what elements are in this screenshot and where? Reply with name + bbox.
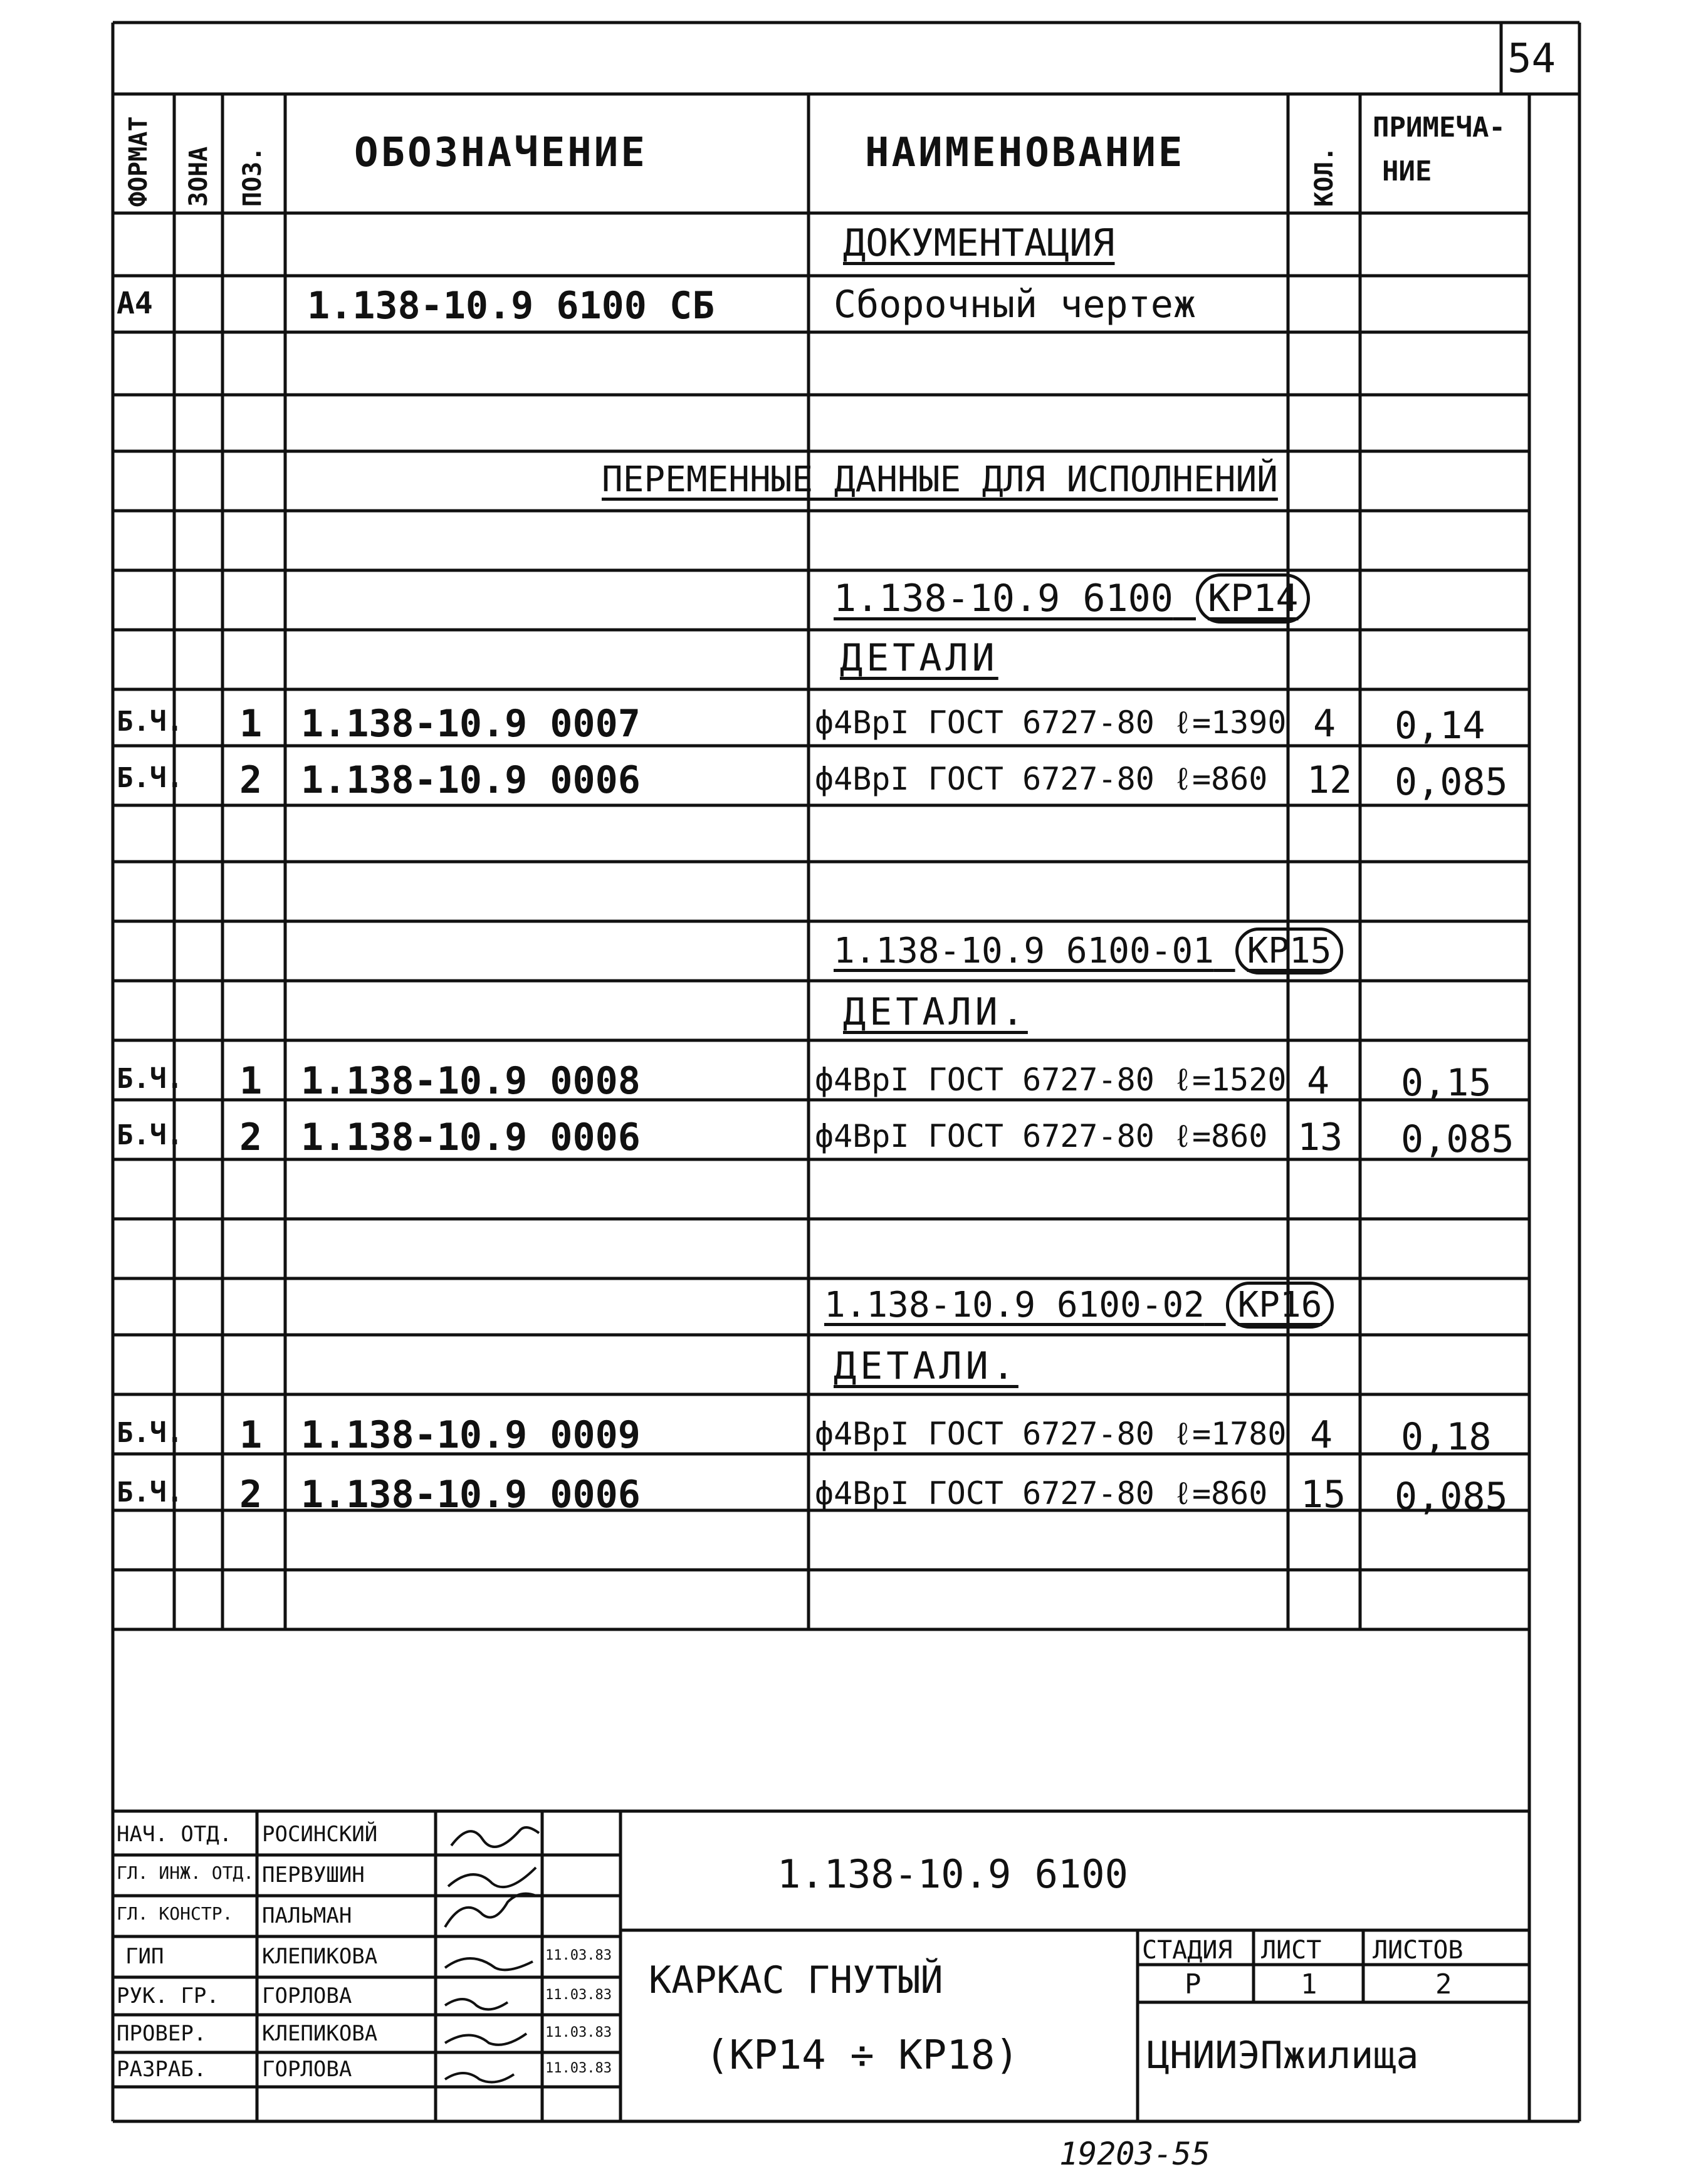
v3-row2-qty: 15: [1301, 1473, 1346, 1517]
v1-row2-pos: 2: [239, 758, 263, 802]
signature-scribble-2: [448, 1868, 536, 1887]
doc-code: 1.138-10.9 6100: [777, 1851, 1128, 1897]
v1-row2-qty: 12: [1307, 758, 1353, 802]
sig-role-3: ГЛ. КОНСТР.: [117, 1903, 233, 1924]
header-format: ФОРМАТ: [124, 116, 153, 207]
variant-1-title: 1.138-10.9 6100 КР14: [834, 580, 1310, 617]
signature-scribble-3: [445, 1894, 536, 1927]
v1-row1-note: 0,14: [1395, 704, 1485, 748]
v3-row1-name: ф4ВрI ГОСТ 6727-80 ℓ=1780: [815, 1416, 1287, 1452]
v1-row2-name: ф4ВрI ГОСТ 6727-80 ℓ=860: [815, 761, 1268, 797]
v2-row2-name: ф4ВрI ГОСТ 6727-80 ℓ=860: [815, 1118, 1268, 1154]
sig-name-4: КЛЕПИКОВА: [262, 1944, 378, 1969]
v2-row1-designation: 1.138-10.9 0008: [301, 1059, 641, 1103]
sheet-number: 54: [1507, 36, 1556, 82]
header-note-line1: ПРИМЕЧА-: [1373, 112, 1506, 144]
v2-row1-name: ф4ВрI ГОСТ 6727-80 ℓ=1520: [815, 1062, 1287, 1098]
sheet-value: 1: [1301, 1968, 1317, 2000]
v1-row2-note: 0,085: [1395, 760, 1508, 804]
sig-name-6: КЛЕПИКОВА: [262, 2021, 378, 2046]
header-zone: ЗОНА: [184, 146, 213, 207]
sig-role-7: РАЗРАБ.: [117, 2057, 207, 2082]
signature-scribble-4: [445, 1958, 533, 1970]
sheets-label: ЛИСТОВ: [1373, 1936, 1464, 1965]
header-note-line2: НИЕ: [1382, 155, 1432, 187]
v2-row2-pos: 2: [239, 1116, 263, 1159]
v3-row1-note: 0,18: [1401, 1415, 1492, 1459]
v3-row2-name: ф4ВрI ГОСТ 6727-80 ℓ=860: [815, 1475, 1268, 1512]
v1-row1-qty: 4: [1313, 702, 1336, 746]
header-name: НАИМЕНОВАНИЕ: [865, 130, 1185, 176]
stage-value: Р: [1185, 1968, 1202, 2000]
v2-row2-qty: 13: [1297, 1116, 1343, 1159]
signature-scribble-1: [451, 1827, 539, 1847]
v3-row2-format: Б.Ч.: [117, 1476, 183, 1508]
v2-row1-format: Б.Ч.: [117, 1063, 183, 1095]
sheet-label: ЛИСТ: [1261, 1936, 1322, 1965]
doc-format: А4: [117, 286, 153, 321]
archive-number: 19203-55: [1059, 2136, 1210, 2172]
title-line2: (КР14 ÷ КР18): [705, 2032, 1019, 2079]
sig-name-5: ГОРЛОВА: [262, 1983, 352, 2009]
sig-date-5: 11.03.83: [545, 1987, 612, 2003]
sig-role-5: РУК. ГР.: [117, 1983, 219, 2009]
v1-row1-pos: 1: [239, 702, 263, 746]
v1-row1-name: ф4ВрI ГОСТ 6727-80 ℓ=1390: [815, 704, 1287, 741]
sig-role-4: ГИП: [125, 1944, 164, 1969]
v2-row1-qty: 4: [1307, 1059, 1330, 1103]
v1-row2-format: Б.Ч.: [117, 762, 183, 794]
v3-row1-pos: 1: [239, 1413, 263, 1457]
sig-name-3: ПАЛЬМАН: [262, 1903, 352, 1928]
v2-row2-format: Б.Ч.: [117, 1119, 183, 1151]
v2-row1-pos: 1: [239, 1059, 263, 1103]
v3-row1-designation: 1.138-10.9 0009: [301, 1413, 641, 1457]
header-pos: ПОЗ.: [238, 146, 267, 207]
variant-2-details: ДЕТАЛИ.: [843, 990, 1028, 1034]
variant-2-title: 1.138-10.9 6100-01 КР15: [834, 934, 1343, 969]
v3-row1-format: Б.Ч.: [117, 1417, 183, 1449]
v1-row1-format: Б.Ч.: [117, 706, 183, 738]
doc-designation: 1.138-10.9 6100 СБ: [307, 284, 715, 328]
doc-name: Сборочный чертеж: [834, 283, 1196, 327]
v1-row2-designation: 1.138-10.9 0006: [301, 758, 641, 802]
title-line1: КАРКАС ГНУТЫЙ: [649, 1958, 943, 2002]
sig-name-1: РОСИНСКИЙ: [262, 1822, 378, 1847]
v2-row2-designation: 1.138-10.9 0006: [301, 1116, 641, 1159]
sig-name-7: ГОРЛОВА: [262, 2057, 352, 2082]
sig-date-7: 11.03.83: [545, 2061, 612, 2076]
v3-row2-designation: 1.138-10.9 0006: [301, 1473, 641, 1517]
v3-row1-qty: 4: [1310, 1413, 1333, 1457]
header-qty: КОЛ.: [1310, 146, 1339, 207]
v2-row1-note: 0,15: [1401, 1061, 1492, 1105]
sig-role-2: ГЛ. ИНЖ. ОТД.: [117, 1863, 254, 1883]
signature-scribble-7: [445, 2073, 514, 2082]
section-documentation: ДОКУМЕНТАЦИЯ: [843, 221, 1115, 265]
sig-date-6: 11.03.83: [545, 2025, 612, 2040]
organization: ЦНИИЭПжилища: [1147, 2034, 1419, 2077]
variant-3-title: 1.138-10.9 6100-02 КР16: [824, 1288, 1334, 1323]
sheets-value: 2: [1435, 1968, 1452, 2000]
sig-role-6: ПРОВЕР.: [117, 2021, 207, 2046]
variant-1-details: ДЕТАЛИ: [840, 636, 998, 680]
v2-row2-note: 0,085: [1401, 1117, 1514, 1161]
v3-row2-pos: 2: [239, 1473, 263, 1517]
v1-row1-designation: 1.138-10.9 0007: [301, 702, 641, 746]
sig-name-2: ПЕРВУШИН: [262, 1863, 365, 1888]
variant-2-tag: КР15: [1235, 927, 1344, 974]
sig-role-1: НАЧ. ОТД.: [117, 1822, 233, 1847]
sig-date-4: 11.03.83: [545, 1948, 612, 1963]
v3-row2-note: 0,085: [1395, 1475, 1508, 1518]
variable-data-title: ПЕРЕМЕННЫЕ ДАННЫЕ ДЛЯ ИСПОЛНЕНИЙ: [602, 459, 1278, 500]
variant-3-tag: КР16: [1226, 1282, 1334, 1329]
signature-scribble-6: [445, 2034, 526, 2045]
signature-scribble-5: [445, 1999, 508, 2009]
variant-3-details: ДЕТАЛИ.: [834, 1344, 1019, 1388]
stage-label: СТАДИЯ: [1142, 1936, 1233, 1965]
header-designation: ОБОЗНАЧЕНИЕ: [354, 130, 647, 176]
variant-1-tag: КР14: [1196, 573, 1311, 624]
